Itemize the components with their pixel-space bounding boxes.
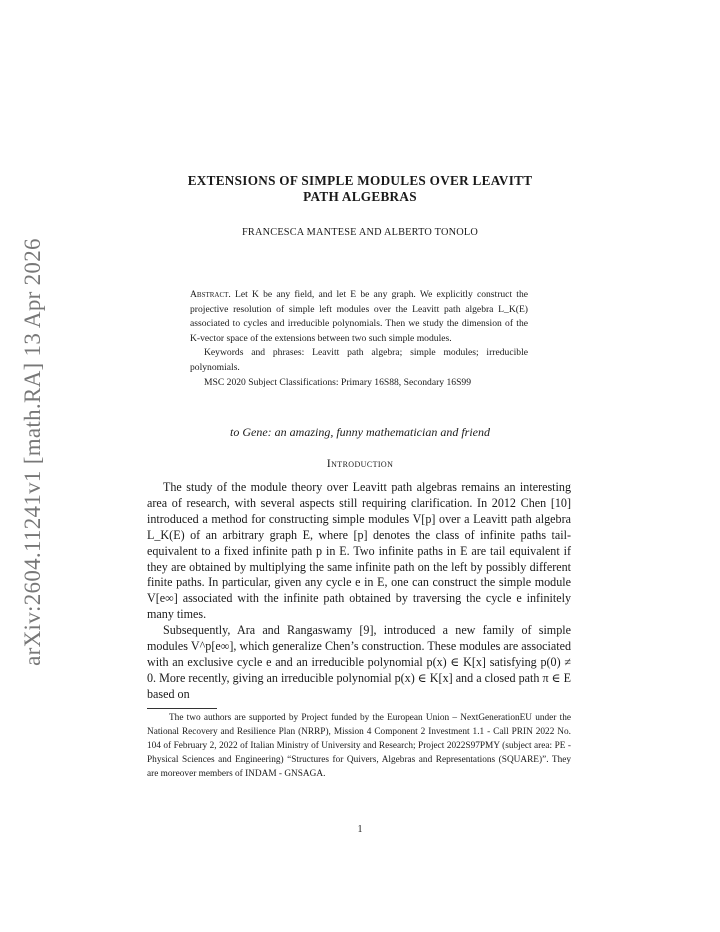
introduction-body [147, 480, 571, 703]
keywords: Keywords and phrases: Leavitt path algebra; simple modules; irreducible polynomials. [190, 347, 528, 373]
footnote-rule [147, 708, 217, 709]
page-number: 1 [357, 824, 363, 835]
funding-footnote: The two authors are supported by Project funded by the European Union – NextGenerationEU under the National Recovery and Resilience Plan (NRRP), Mission 4 Component 2 Investment 1.1 - Call PRIN 2022 No. 104 of February 2, 2022 of Italian Ministry of University and Research; Project 2022S97PMY (subject area: PE - Physical Sciences and Engineering) “Structures for Quivers, Algebras and Representations (SQUARE)”. They are moreover members of INDAM - GNSAGA. [147, 713, 571, 779]
author-list: FRANCESCA MANTESE AND ALBERTO TONOLO [241, 227, 478, 238]
abstract-label: Abstract. [190, 289, 231, 300]
paragraph-2: Subsequently, Ara and Rangaswamy [9], introduced a new family of simple modules V^p[e∞], which generalize Chen’s construction. These modules are associated with an exclusive cycle e and an irreducible polynomial p(x) ∈ K[x] satisfying p(0) ≠ 0. More recently, giving an irreducible polynomial p(x) ∈ K[x] and a closed path π ∈ E based on [147, 623, 571, 701]
abstract-text: Let K be any field, and let E be any graph. We explicitly construct the projective resolution of simple left modules over the Leavitt path algebra L_K(E) associated to cycles and irreducible polynomials. Then we study the dimension of the K-vector space of the extensions between two such simple modules. [190, 289, 528, 344]
paragraph-1: The study of the module theory over Leavitt path algebras remains an interesting area of research, with several aspects still requiring clarification. In 2012 Chen [10] introduced a method for constructing simple modules V[p] over a Leavitt path algebra L_K(E) of an arbitrary graph E, where [p] denotes the class of infinite paths tail-equivalent to a fixed infinite path p in E. Two infinite paths in E are tail equivalent if they are obtained by multiplying the same infinite path on the left by possibly different finite paths. In particular, given any cycle e in E, one can construct the simple module V[e∞] associated with the infinite path obtained by traversing the cycle e infinitely many times. [147, 480, 571, 622]
dedication: to Gene: an amazing, funny mathematician and friend [230, 425, 490, 439]
abstract-block [190, 288, 528, 390]
footnote [147, 711, 571, 781]
arxiv-identifier: arXiv:2604.11241v1 [math.RA] 13 Apr 2026 [20, 238, 45, 666]
section-heading: Introduction [326, 456, 394, 470]
msc-classification: MSC 2020 Subject Classifications: Primary 16S88, Secondary 16S99 [204, 376, 472, 388]
abstract [190, 288, 528, 346]
title-line-2: PATH ALGEBRAS [303, 189, 417, 204]
title-line-1: EXTENSIONS OF SIMPLE MODULES OVER LEAVITT [187, 173, 533, 188]
paper-title [140, 173, 580, 205]
